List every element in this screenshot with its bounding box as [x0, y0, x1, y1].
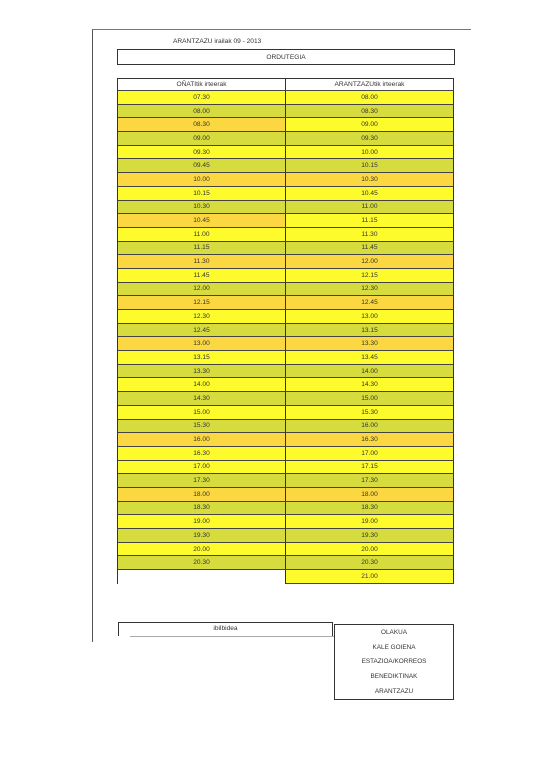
departure-arantzazu-cell: 10.00	[286, 146, 454, 160]
departure-onati-cell: 12.15	[118, 296, 286, 310]
departure-arantzazu-cell: 12.15	[286, 269, 454, 283]
departure-onati-cell: 10.30	[118, 201, 286, 215]
table-row	[118, 433, 455, 447]
table-row	[118, 201, 455, 215]
table-row	[118, 146, 455, 160]
table-row	[118, 242, 455, 256]
table-row	[118, 392, 455, 406]
route-stop: BENEDIKTINAK	[370, 673, 418, 681]
table-row	[118, 187, 455, 201]
departure-arantzazu-cell: 17.15	[286, 461, 454, 475]
table-row	[118, 365, 455, 379]
departure-arantzazu-cell: 16.00	[286, 420, 454, 434]
departure-onati-cell	[118, 570, 286, 584]
timetable-table	[117, 78, 455, 584]
departure-arantzazu-cell: 10.15	[286, 159, 454, 173]
timetable-title: ORDUTEGIA	[117, 49, 455, 65]
departure-arantzazu-cell: 08.30	[286, 105, 454, 119]
departure-arantzazu-cell: 21.00	[286, 570, 454, 584]
departure-onati-cell: 13.00	[118, 337, 286, 351]
departure-arantzazu-cell: 14.00	[286, 365, 454, 379]
route-label: ibilbidea	[118, 622, 333, 636]
departure-onati-cell: 15.30	[118, 420, 286, 434]
departure-onati-cell: 11.15	[118, 242, 286, 256]
departure-onati-cell: 18.00	[118, 488, 286, 502]
departure-onati-cell: 07.30	[118, 91, 286, 105]
table-row	[118, 474, 455, 488]
departure-onati-cell: 09.30	[118, 146, 286, 160]
departure-arantzazu-cell: 09.00	[286, 118, 454, 132]
departure-onati-cell: 11.45	[118, 269, 286, 283]
table-row	[118, 159, 455, 173]
column-header-onati: OÑATItik irteerak	[118, 78, 286, 91]
departure-onati-cell: 08.00	[118, 105, 286, 119]
table-header-row	[118, 78, 455, 91]
table-row	[118, 461, 455, 475]
departure-arantzazu-cell: 15.30	[286, 406, 454, 420]
departure-onati-cell: 10.00	[118, 173, 286, 187]
departure-arantzazu-cell: 16.30	[286, 433, 454, 447]
departure-onati-cell: 12.45	[118, 324, 286, 338]
departure-onati-cell: 09.45	[118, 159, 286, 173]
departure-arantzazu-cell: 13.15	[286, 324, 454, 338]
departure-arantzazu-cell: 13.45	[286, 351, 454, 365]
departure-onati-cell: 19.30	[118, 529, 286, 543]
departure-onati-cell: 20.30	[118, 556, 286, 570]
table-row	[118, 488, 455, 502]
departure-onati-cell: 20.00	[118, 543, 286, 557]
table-row	[118, 132, 455, 146]
departure-arantzazu-cell: 11.00	[286, 201, 454, 215]
table-row	[118, 351, 455, 365]
table-row	[118, 502, 455, 516]
departure-onati-cell: 14.00	[118, 378, 286, 392]
table-row	[118, 324, 455, 338]
timetable-page	[92, 29, 471, 642]
departure-onati-cell: 13.15	[118, 351, 286, 365]
table-row	[118, 447, 455, 461]
route-divider	[130, 636, 334, 637]
departure-arantzazu-cell: 11.30	[286, 228, 454, 242]
route-stop: ARANTZAZU	[374, 688, 414, 696]
departure-onati-cell: 16.30	[118, 447, 286, 461]
table-row	[118, 337, 455, 351]
departure-onati-cell: 16.00	[118, 433, 286, 447]
departure-onati-cell: 19.00	[118, 515, 286, 529]
departure-arantzazu-cell: 19.00	[286, 515, 454, 529]
departure-arantzazu-cell: 15.00	[286, 392, 454, 406]
departure-arantzazu-cell: 14.30	[286, 378, 454, 392]
departure-onati-cell: 14.30	[118, 392, 286, 406]
departure-onati-cell: 13.30	[118, 365, 286, 379]
table-row	[118, 255, 455, 269]
departure-arantzazu-cell: 19.30	[286, 529, 454, 543]
table-row	[118, 556, 455, 570]
departure-onati-cell: 11.30	[118, 255, 286, 269]
departure-arantzazu-cell: 10.30	[286, 173, 454, 187]
table-row	[118, 105, 455, 119]
table-row	[118, 214, 455, 228]
table-body	[118, 91, 455, 584]
departure-arantzazu-cell: 12.00	[286, 255, 454, 269]
table-row	[118, 420, 455, 434]
departure-arantzazu-cell: 11.15	[286, 214, 454, 228]
column-header-arantzazu: ARANTZAZUtik irteerak	[286, 78, 454, 91]
departure-arantzazu-cell: 12.30	[286, 283, 454, 297]
table-row	[118, 269, 455, 283]
departure-arantzazu-cell: 09.30	[286, 132, 454, 146]
departure-onati-cell: 15.00	[118, 406, 286, 420]
table-row	[118, 378, 455, 392]
route-stop: OLAKUA	[381, 628, 407, 636]
table-row	[118, 118, 455, 132]
table-row	[118, 173, 455, 187]
departure-onati-cell: 08.30	[118, 118, 286, 132]
departure-onati-cell: 11.00	[118, 228, 286, 242]
departure-arantzazu-cell: 13.30	[286, 337, 454, 351]
table-row	[118, 406, 455, 420]
table-row	[118, 283, 455, 297]
departure-arantzazu-cell: 17.30	[286, 474, 454, 488]
departure-arantzazu-cell: 17.00	[286, 447, 454, 461]
departure-onati-cell: 12.00	[118, 283, 286, 297]
departure-onati-cell: 09.00	[118, 132, 286, 146]
table-row	[118, 570, 455, 584]
route-stops-box	[334, 624, 454, 700]
departure-arantzazu-cell: 18.30	[286, 502, 454, 516]
route-stop: KALE GOIENA	[372, 643, 416, 651]
departure-onati-cell: 10.45	[118, 214, 286, 228]
departure-arantzazu-cell: 20.00	[286, 543, 454, 557]
departure-arantzazu-cell: 12.45	[286, 296, 454, 310]
departure-onati-cell: 10.15	[118, 187, 286, 201]
table-row	[118, 529, 455, 543]
departure-onati-cell: 17.00	[118, 461, 286, 475]
departure-arantzazu-cell: 18.00	[286, 488, 454, 502]
departure-arantzazu-cell: 11.45	[286, 242, 454, 256]
departure-arantzazu-cell: 13.00	[286, 310, 454, 324]
route-stop: ESTAZIOA/KORREOS	[361, 658, 427, 666]
document-header: ARANTZAZU irailak 09 - 2013	[173, 38, 262, 45]
table-row	[118, 296, 455, 310]
table-row	[118, 515, 455, 529]
departure-arantzazu-cell: 08.00	[286, 91, 454, 105]
departure-onati-cell: 12.30	[118, 310, 286, 324]
departure-arantzazu-cell: 20.30	[286, 556, 454, 570]
table-row	[118, 310, 455, 324]
table-row	[118, 543, 455, 557]
departure-onati-cell: 17.30	[118, 474, 286, 488]
departure-onati-cell: 18.30	[118, 502, 286, 516]
table-row	[118, 91, 455, 105]
departure-arantzazu-cell: 10.45	[286, 187, 454, 201]
table-row	[118, 228, 455, 242]
